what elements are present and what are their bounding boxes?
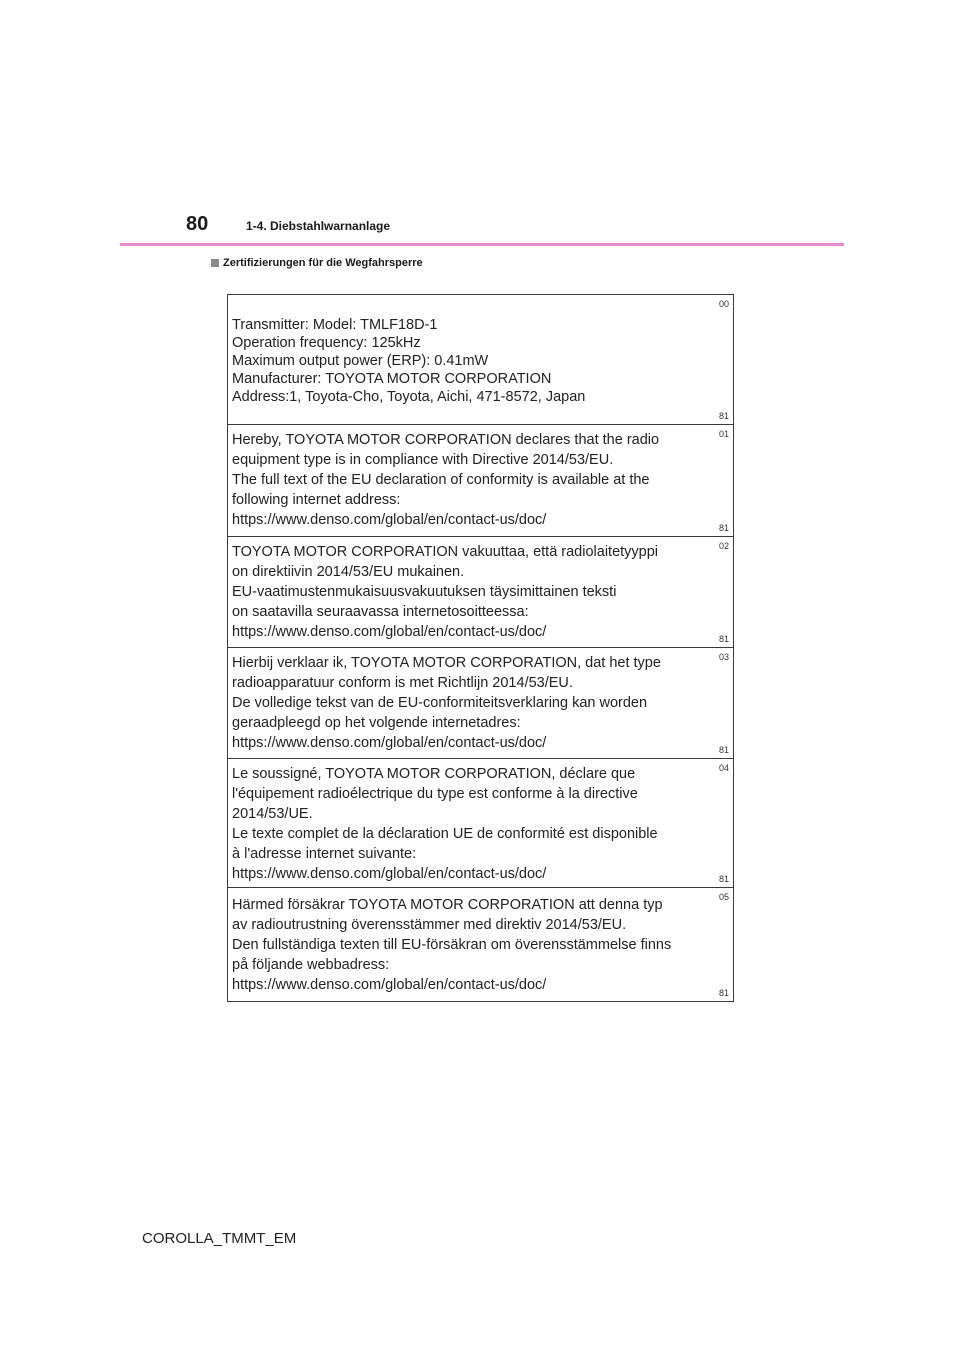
cert-line: equipment type is in compliance with Directive 2014/53/EU. <box>232 452 614 468</box>
cert-line: Härmed försäkrar TOYOTA MOTOR CORPORATION att denna typ <box>232 897 663 913</box>
cert-line: på följande webbadress: <box>232 957 390 973</box>
cert-line: Transmitter: Model: TMLF18D-1 <box>232 317 438 333</box>
cert-block-english <box>228 425 733 537</box>
cert-line: Maximum output power (ERP): 0.41mW <box>232 353 489 369</box>
cert-line: https://www.denso.com/global/en/contact-us/doc/ <box>232 977 547 993</box>
cert-text <box>232 316 697 406</box>
cert-text <box>232 430 697 530</box>
cert-line: De volledige tekst van de EU-conformiteitsverklaring kan worden <box>232 695 648 711</box>
cert-text <box>232 653 697 753</box>
cert-line: Address:1, Toyota-Cho, Toyota, Aichi, 471-8572, Japan <box>232 389 586 405</box>
cert-code-bottom: 81 <box>718 874 729 884</box>
cert-line: av radioutrustning överensstämmer med direktiv 2014/53/EU. <box>232 917 627 933</box>
cert-code-top: 01 <box>718 429 729 439</box>
cert-line: EU-vaatimustenmukaisuusvakuutuksen täysimittainen teksti <box>232 584 617 600</box>
cert-code-top: 00 <box>718 299 729 309</box>
cert-block-swedish <box>228 888 733 1001</box>
cert-code-top: 05 <box>718 892 729 902</box>
cert-block-dutch <box>228 648 733 759</box>
subheading <box>211 256 423 270</box>
cert-line: Den fullständiga texten till EU-försäkran om överensstämmelse finns <box>232 937 672 953</box>
cert-code-top: 02 <box>718 541 729 551</box>
cert-line: geraadpleegd op het volgende internetadres: <box>232 715 521 731</box>
cert-line: Hierbij verklaar ik, TOYOTA MOTOR CORPORATION, dat het type <box>232 655 661 671</box>
section-title: 1-4. Diebstahlwarnanlage <box>246 219 391 233</box>
cert-text <box>232 542 697 642</box>
cert-code-bottom: 81 <box>718 745 729 755</box>
cert-block-french <box>228 759 733 888</box>
cert-text <box>232 895 697 995</box>
cert-line: à l'adresse internet suivante: <box>232 846 417 862</box>
cert-code-bottom: 81 <box>718 411 729 421</box>
cert-code-top: 04 <box>718 763 729 773</box>
subheading-text: Zertifizierungen für die Wegfahrsperre <box>223 257 423 269</box>
cert-line: Hereby, TOYOTA MOTOR CORPORATION declares that the radio <box>232 432 660 448</box>
cert-line: 2014/53/UE. <box>232 806 313 822</box>
cert-line: Operation frequency: 125kHz <box>232 335 421 351</box>
cert-block-transmitter <box>228 295 733 425</box>
cert-line: following internet address: <box>232 492 401 508</box>
cert-line: https://www.denso.com/global/en/contact-us/doc/ <box>232 866 547 882</box>
cert-line: Le texte complet de la déclaration UE de conformité est disponible <box>232 826 658 842</box>
bullet-square-icon <box>211 259 219 267</box>
header-rule <box>120 243 844 246</box>
cert-code-bottom: 81 <box>718 988 729 998</box>
cert-line: Manufacturer: TOYOTA MOTOR CORPORATION <box>232 371 552 387</box>
footer-model-code: COROLLA_TMMT_EM <box>142 1230 297 1247</box>
cert-line: on direktiivin 2014/53/EU mukainen. <box>232 564 465 580</box>
cert-line: https://www.denso.com/global/en/contact-us/doc/ <box>232 735 547 751</box>
cert-block-finnish <box>228 537 733 648</box>
cert-line: The full text of the EU declaration of conformity is available at the <box>232 472 650 488</box>
cert-line: radioapparatuur conform is met Richtlijn 2014/53/EU. <box>232 675 573 691</box>
certification-box <box>227 294 734 1002</box>
cert-line: https://www.denso.com/global/en/contact-us/doc/ <box>232 624 547 640</box>
cert-code-bottom: 81 <box>718 634 729 644</box>
cert-code-bottom: 81 <box>718 523 729 533</box>
cert-code-top: 03 <box>718 652 729 662</box>
cert-line: Le soussigné, TOYOTA MOTOR CORPORATION, déclare que <box>232 766 636 782</box>
cert-line: on saatavilla seuraavassa internetosoitteessa: <box>232 604 529 620</box>
cert-line: TOYOTA MOTOR CORPORATION vakuuttaa, että radiolaitetyyppi <box>232 544 659 560</box>
cert-line: l'équipement radioélectrique du type est conforme à la directive <box>232 786 638 802</box>
page-number: 80 <box>186 213 209 235</box>
cert-line: https://www.denso.com/global/en/contact-us/doc/ <box>232 512 547 528</box>
cert-text <box>232 764 697 884</box>
